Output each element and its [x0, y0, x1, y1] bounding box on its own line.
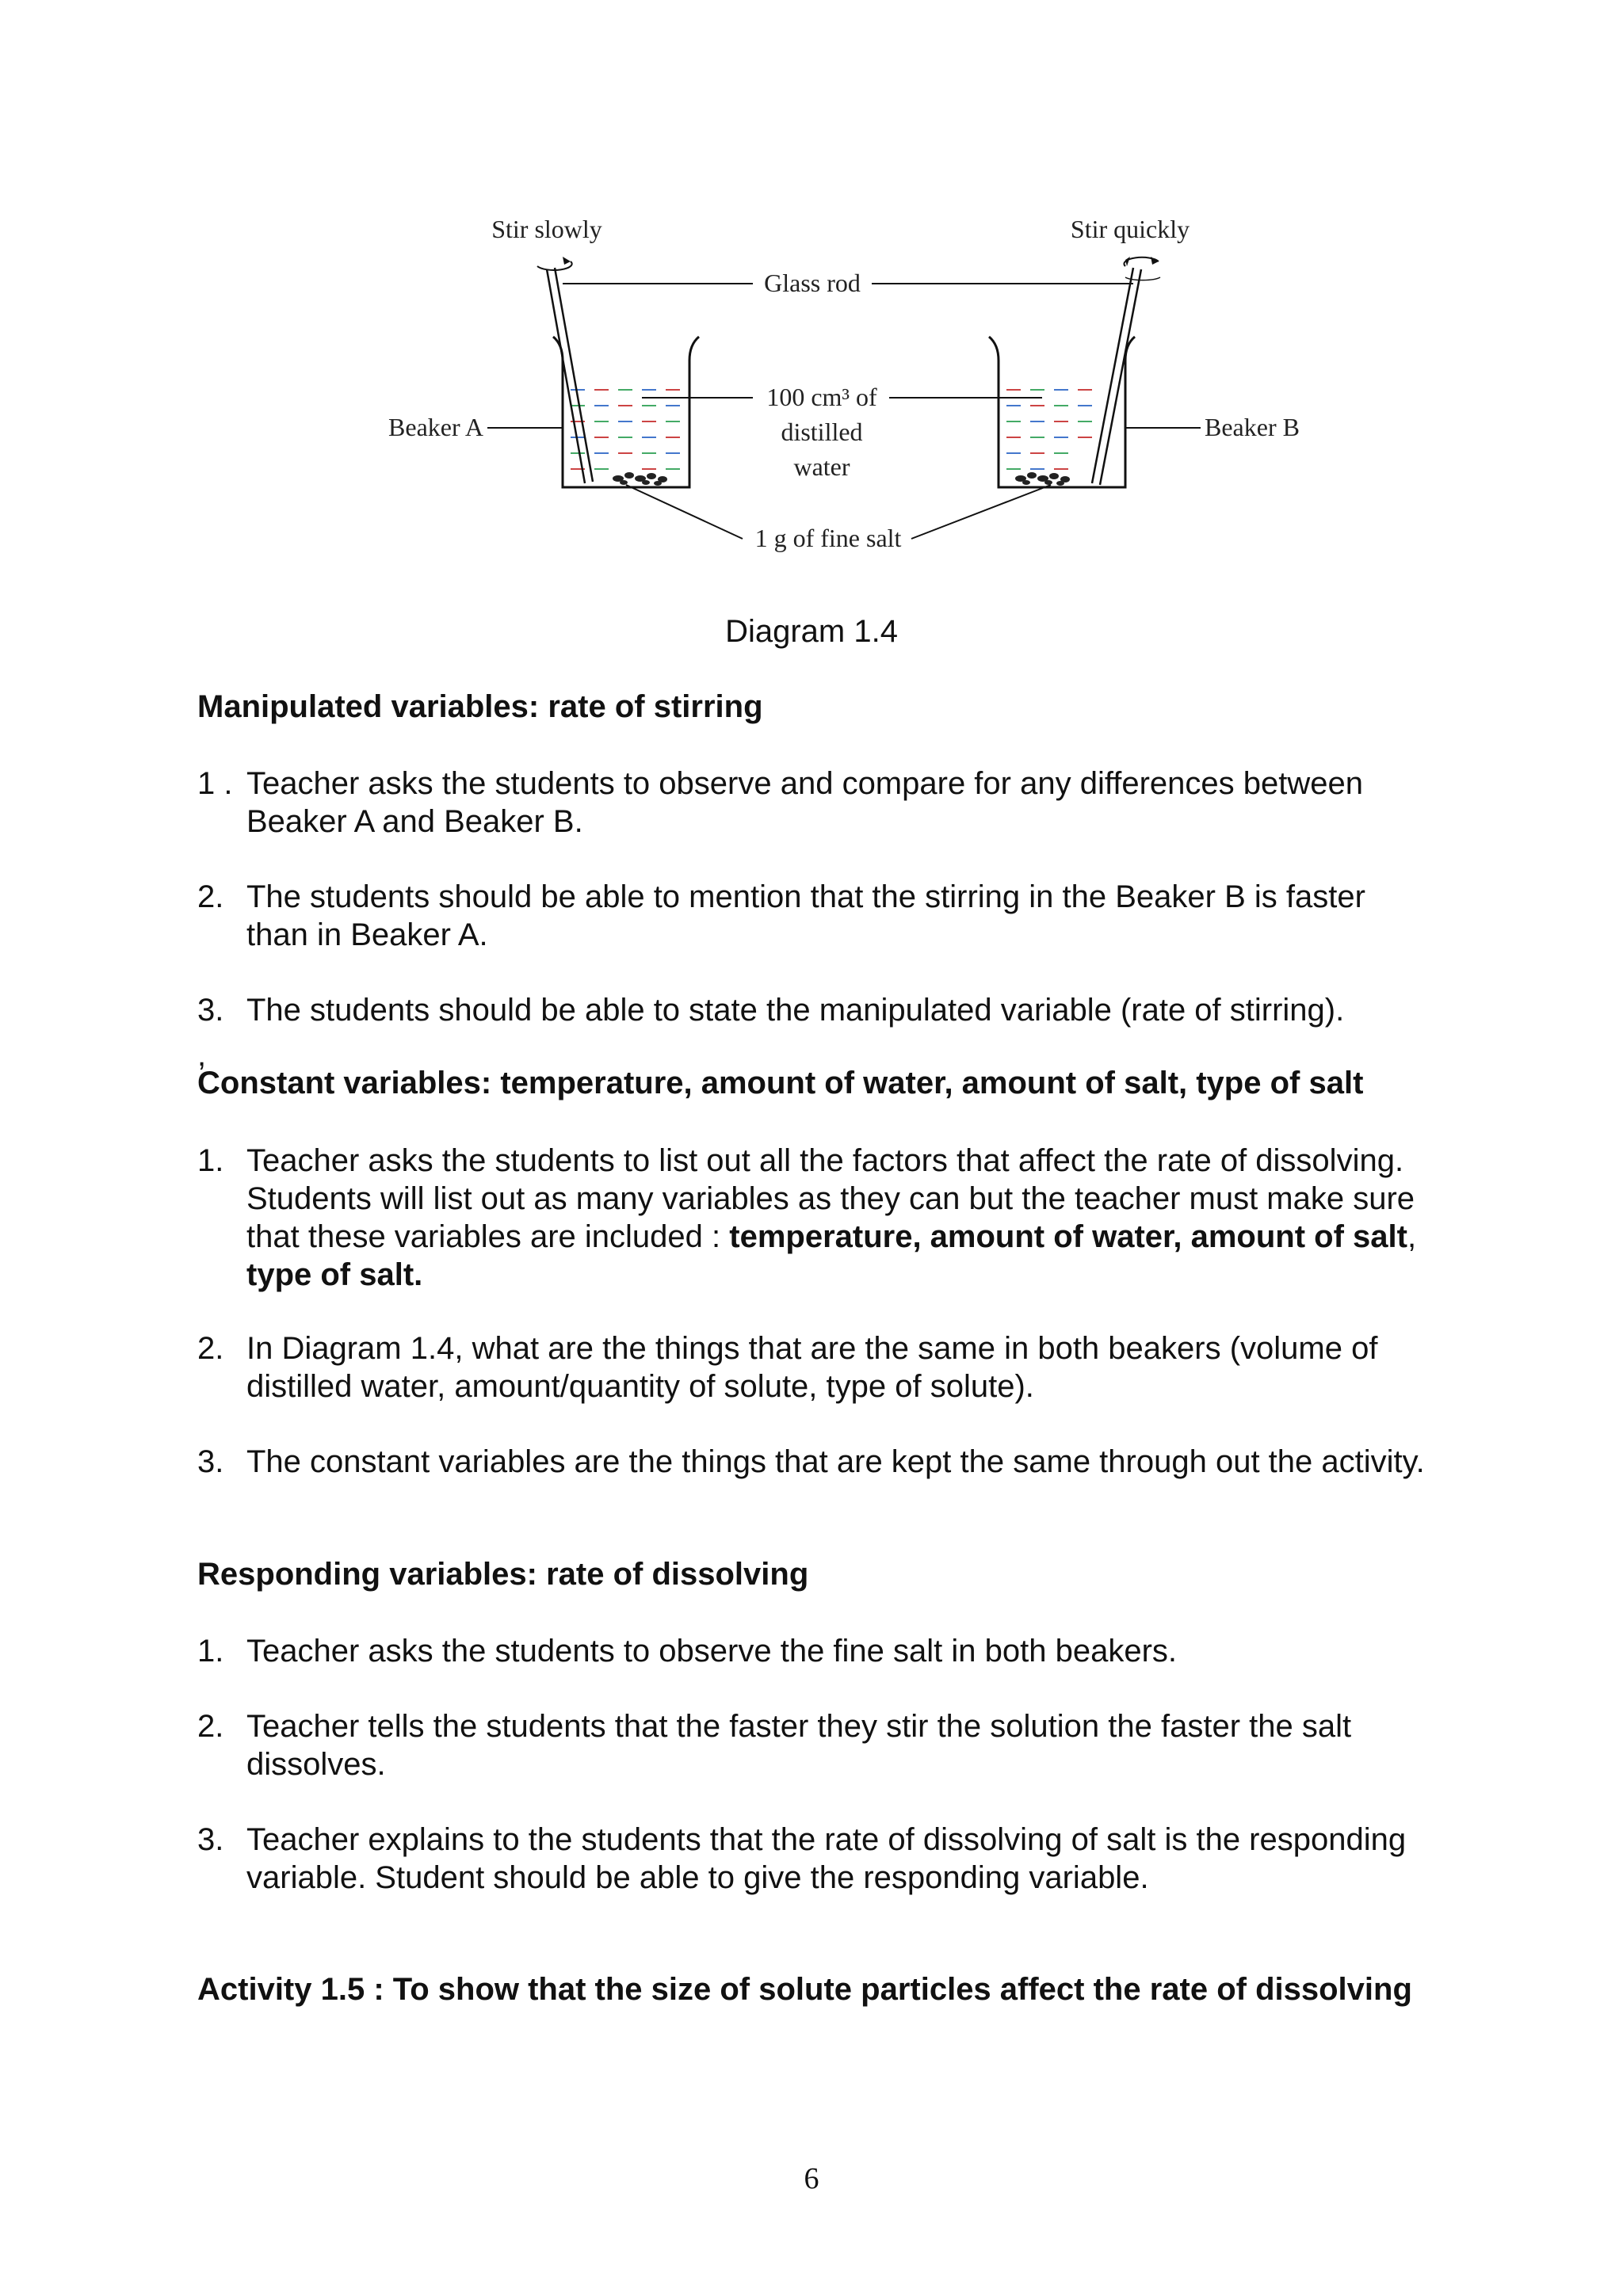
item-text: The constant variables are the things that are kept the same through out the activity.: [246, 1444, 1425, 1479]
diagram-caption: Diagram 1.4: [725, 614, 898, 649]
water-label-line1: 100 cm³ of: [766, 383, 877, 411]
item-number: 2.: [197, 1709, 224, 1744]
glass-rod-b: [1092, 268, 1141, 485]
salt-b: [1015, 472, 1070, 486]
item-text: Teacher asks the students to observe the fine salt in both beakers.: [246, 1634, 1178, 1669]
list-item: [197, 1443, 1434, 1481]
item-number: 2.: [197, 1331, 224, 1366]
list-item: [197, 765, 1434, 841]
page-number: 6: [804, 2162, 819, 2195]
activity-heading: Activity 1.5 : To show that the size of solute particles affect the rate of dissolving: [197, 1972, 1412, 2007]
item-text: Teacher tells the students that the faster they stir the solution the faster the salt dissolves.: [246, 1709, 1352, 1782]
item-number: 1.: [197, 1143, 224, 1178]
list-item: [197, 1821, 1434, 1897]
item-number: 1 .: [197, 766, 233, 801]
item-text: The students should be able to state the manipulated variable (rate of stirring).: [246, 993, 1345, 1028]
list-item: [197, 1329, 1434, 1405]
water-label-line3: water: [793, 452, 850, 481]
item-text-bold: temperature, amount of water, amount of salt: [729, 1219, 1407, 1254]
item-text-bold: type of salt.: [246, 1257, 423, 1292]
water-label-line2: distilled: [781, 418, 863, 446]
stir-slowly-label: Stir slowly: [491, 215, 602, 243]
item-number: 3.: [197, 993, 224, 1028]
salt-label: 1 g of fine salt: [754, 524, 902, 552]
beaker-diagram: [333, 198, 1363, 570]
stir-quickly-label: Stir quickly: [1070, 215, 1190, 243]
list-item: [197, 1632, 1434, 1670]
list-item: [197, 1707, 1434, 1783]
salt-a: [613, 472, 667, 486]
beaker-b-label: Beaker B: [1205, 413, 1300, 441]
item-text-plain: Teacher asks the students to list out all the factors that affect the rate of dissolving. Students will list out as many variables as they can but the teacher must make sure that these variables are included :: [246, 1143, 1415, 1254]
item-text: The students should be able to mention that the stirring in the Beaker B is faster than in Beaker A.: [246, 879, 1365, 952]
list-item: [197, 991, 1434, 1029]
constant-heading: Constant variables: temperature, amount of water, amount of salt, type of salt: [197, 1066, 1364, 1100]
responding-heading: Responding variables: rate of dissolving: [197, 1557, 809, 1592]
glass-rod-label: Glass rod: [764, 269, 861, 297]
item-text: Teacher asks the students to observe and compare for any differences between Beaker A and Beaker B.: [246, 766, 1363, 839]
beaker-a-label: Beaker A: [388, 413, 483, 441]
item-text: In Diagram 1.4, what are the things that are the same in both beakers (volume of distilled water, amount/quantity of solute, type of solute).: [246, 1331, 1378, 1404]
glass-rod-a: [547, 268, 593, 483]
list-item: [197, 878, 1434, 954]
water-dashes-a: [571, 390, 680, 469]
beaker-a: [537, 257, 699, 487]
item-text-separator: ,: [1407, 1219, 1417, 1254]
item-number: 3.: [197, 1822, 224, 1857]
list-item: [197, 1142, 1434, 1294]
item-number: 2.: [197, 879, 224, 914]
water-dashes-b: [1006, 390, 1092, 469]
beaker-b: [989, 257, 1160, 487]
leader-lines: [487, 284, 1201, 539]
stray-comma: ,: [197, 1038, 207, 1073]
item-text: Teacher explains to the students that the rate of dissolving of salt is the responding variable. Student should be able to give the responding variable.: [246, 1822, 1407, 1895]
item-number: 1.: [197, 1634, 224, 1669]
manipulated-heading: Manipulated variables: rate of stirring: [197, 689, 763, 724]
item-number: 3.: [197, 1444, 224, 1479]
item-text: [246, 1142, 1434, 1294]
